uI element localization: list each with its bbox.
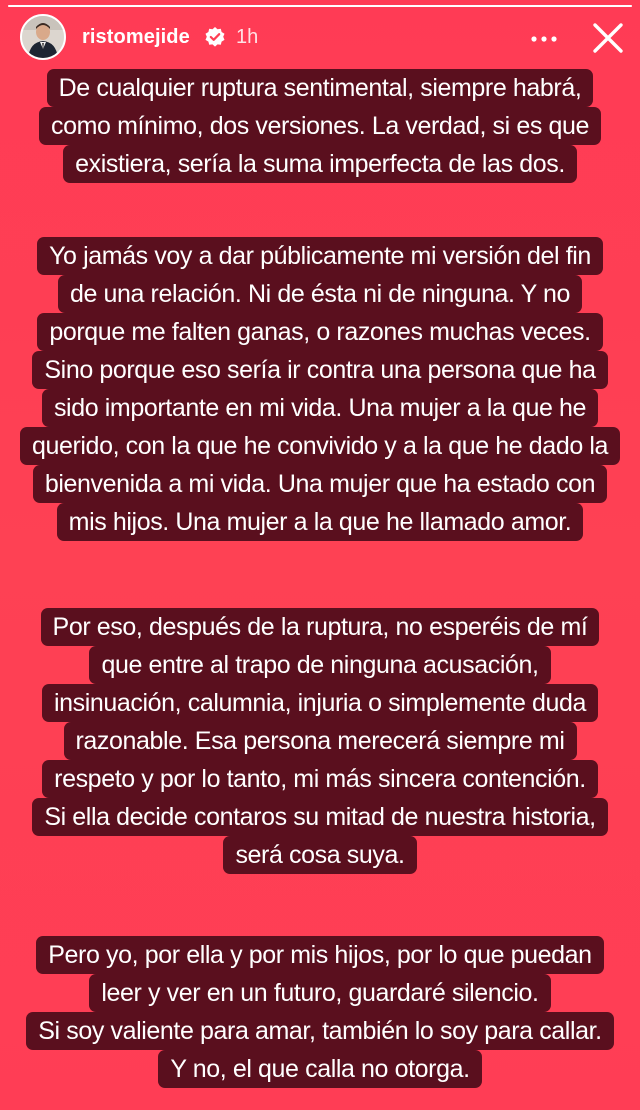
- close-icon[interactable]: [586, 16, 630, 60]
- story-text-line: de una relación. Ni de ésta ni de ninguna. Y no: [58, 275, 582, 313]
- more-options-icon[interactable]: [520, 20, 568, 56]
- story-text-line: razonable. Esa persona merecerá siempre mi: [64, 722, 577, 760]
- story-text-line: Yo jamás voy a dar públicamente mi versión del fin: [37, 237, 603, 275]
- story-text-line: existiera, sería la suma imperfecta de las dos.: [63, 145, 577, 183]
- story-text-line: respeto y por lo tanto, mi más sincera contención.: [42, 760, 598, 798]
- story-paragraph: [0, 608, 640, 874]
- story-text-line: sido importante en mi vida. Una mujer a la que he: [42, 389, 598, 427]
- story-text-line: Sino porque eso sería ir contra una persona que ha: [32, 351, 607, 389]
- story-text-line: Por eso, después de la ruptura, no esperéis de mí: [41, 608, 600, 646]
- story-text-line: querido, con la que he convivido y a la que he dado la: [20, 427, 620, 465]
- story-text-line: Si soy valiente para amar, también lo soy para callar.: [26, 1012, 613, 1050]
- story-text-line: De cualquier ruptura sentimental, siempre habrá,: [47, 69, 594, 107]
- story-text-line: será cosa suya.: [223, 836, 416, 874]
- story-header: [0, 0, 640, 76]
- story-text-line: insinuación, calumnia, injuria o simplemente duda: [42, 684, 598, 722]
- story-paragraph: [0, 69, 640, 183]
- story-text-line: Si ella decide contaros su mitad de nuestra historia,: [32, 798, 607, 836]
- story-text-line: como mínimo, dos versiones. La verdad, si es que: [39, 107, 601, 145]
- story-paragraph: [0, 936, 640, 1088]
- story-paragraph: [0, 237, 640, 541]
- story-text-line: bienvenida a mi vida. Una mujer que ha estado con: [33, 465, 607, 503]
- time-ago-label: 1h: [236, 26, 259, 48]
- story-text-line: mis hijos. Una mujer a la que he llamado amor.: [57, 503, 584, 541]
- story-text-line: que entre al trapo de ninguna acusación,: [89, 646, 550, 684]
- story-text-line: porque me falten ganas, o razones muchas veces.: [37, 313, 602, 351]
- story-text-line: Y no, el que calla no otorga.: [158, 1050, 481, 1088]
- profile-avatar[interactable]: [20, 14, 66, 60]
- story-text-line: Pero yo, por ella y por mis hijos, por lo que puedan: [36, 936, 603, 974]
- verified-badge-icon: [204, 26, 226, 48]
- username[interactable]: ristomejide: [82, 26, 190, 48]
- story-text-line: leer y ver en un futuro, guardaré silencio.: [89, 974, 550, 1012]
